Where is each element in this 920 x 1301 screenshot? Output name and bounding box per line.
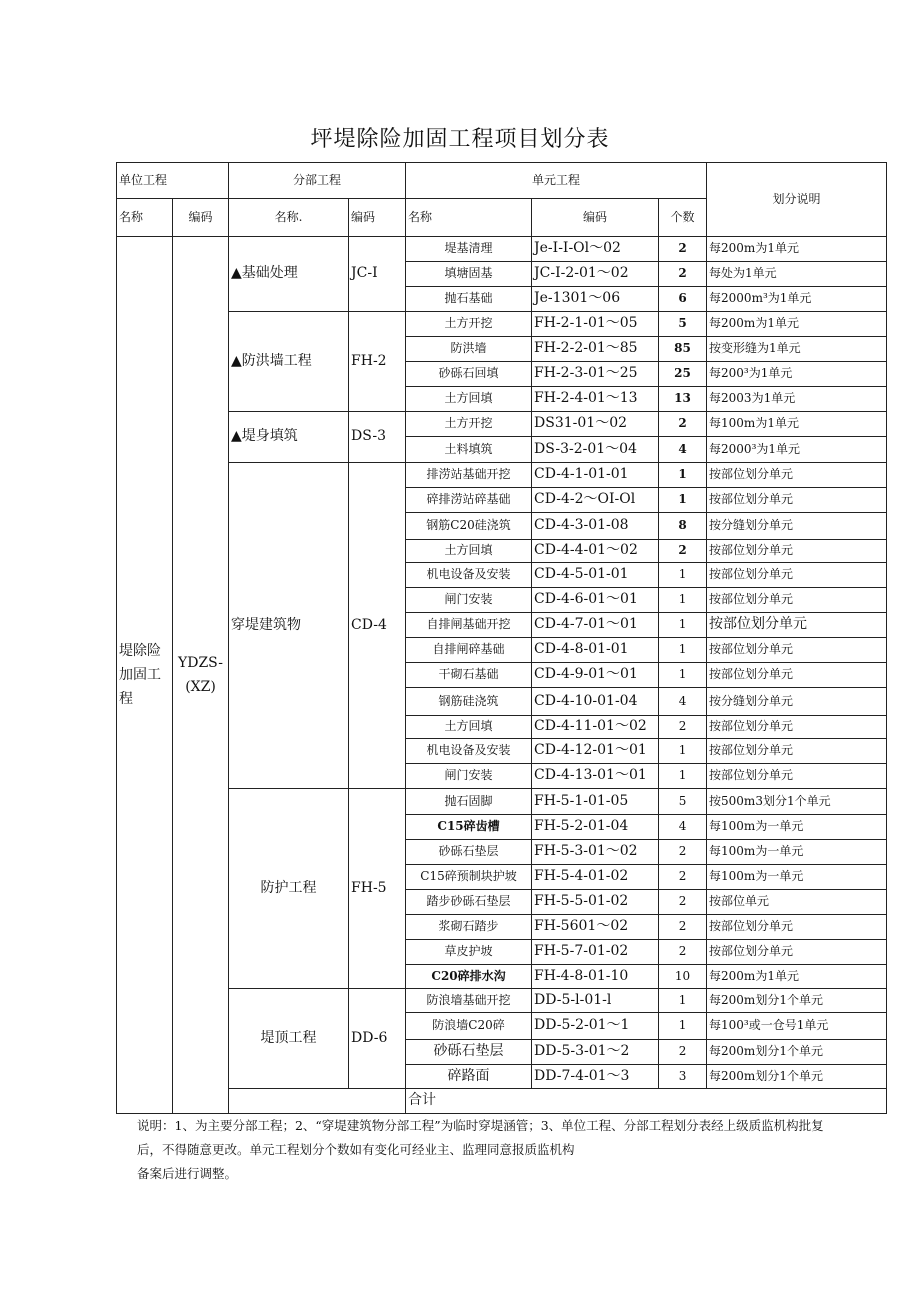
element-note: 按分缝划分单元 xyxy=(707,513,887,540)
element-name: 碎路面 xyxy=(406,1065,532,1089)
header-elem-code: 编码 xyxy=(532,199,659,237)
element-count: 4 xyxy=(659,815,707,840)
element-note: 按部位划分单元 xyxy=(707,915,887,940)
element-note: 按部位划分单元 xyxy=(707,563,887,588)
element-name: 填塘固基 xyxy=(406,262,532,287)
element-count: 6 xyxy=(659,287,707,312)
element-code: FH-2-2-01～85 xyxy=(532,337,659,362)
element-code: CD-4-9-01～01 xyxy=(532,663,659,688)
header-elem-count: 个数 xyxy=(659,199,707,237)
element-code: CD-4-4-01～02 xyxy=(532,540,659,563)
footnote xyxy=(137,1114,897,1186)
element-count: 1 xyxy=(659,563,707,588)
element-name: 土方回填 xyxy=(406,540,532,563)
unit-name: 堤除险加固工程 xyxy=(117,237,173,1114)
header-div-code: 编码 xyxy=(349,199,406,237)
element-name: 自排闸基础开挖 xyxy=(406,613,532,638)
element-note: 按部位划分单元 xyxy=(707,613,887,638)
element-name: 防浪墙C20碎 xyxy=(406,1013,532,1040)
element-code: FH-5-7-01-02 xyxy=(532,940,659,965)
element-name: 草皮护坡 xyxy=(406,940,532,965)
element-code: FH-2-3-01～25 xyxy=(532,362,659,387)
element-name: 堤基清理 xyxy=(406,237,532,262)
element-count: 2 xyxy=(659,716,707,739)
element-name: 防洪墙 xyxy=(406,337,532,362)
header-division-project: 分部工程 xyxy=(229,163,406,199)
element-code: Je-1301～06 xyxy=(532,287,659,312)
header-element-project: 单元工程 xyxy=(406,163,707,199)
element-count: 4 xyxy=(659,688,707,716)
element-code: CD-4-10-01-04 xyxy=(532,688,659,716)
element-code: FH-2-1-01～05 xyxy=(532,312,659,337)
division-code: JC-I xyxy=(349,237,406,312)
header-unit-code: 编码 xyxy=(173,199,229,237)
element-count: 5 xyxy=(659,312,707,337)
element-code: FH-5-3-01～02 xyxy=(532,840,659,865)
element-note: 每200m划分1个单元 xyxy=(707,989,887,1013)
element-count: 25 xyxy=(659,362,707,387)
header-unit-project: 单位工程 xyxy=(117,163,229,199)
element-name: 浆砌石踏步 xyxy=(406,915,532,940)
division-name: 防护工程 xyxy=(229,789,349,989)
element-name: 土方回填 xyxy=(406,387,532,412)
element-name: C15碎预制块护坡 xyxy=(406,865,532,890)
element-count: 13 xyxy=(659,387,707,412)
element-note: 每100m为一单元 xyxy=(707,840,887,865)
header-div-name: 名称. xyxy=(229,199,349,237)
header-explanation: 划分说明 xyxy=(707,163,887,237)
element-name: 土方开挖 xyxy=(406,412,532,437)
element-count: 1 xyxy=(659,463,707,488)
element-count: 2 xyxy=(659,540,707,563)
element-code: FH-5-4-01-02 xyxy=(532,865,659,890)
element-name: 防浪墙基础开挖 xyxy=(406,989,532,1013)
element-code: CD-4-6-01～01 xyxy=(532,588,659,613)
division-code: FH-2 xyxy=(349,312,406,412)
element-code: DS31-01～02 xyxy=(532,412,659,437)
element-note: 每100m为1单元 xyxy=(707,412,887,437)
division-name: ▲基础处理 xyxy=(229,237,349,312)
element-count: 2 xyxy=(659,865,707,890)
element-code: FH-5-5-01-02 xyxy=(532,890,659,915)
element-count: 2 xyxy=(659,840,707,865)
element-name: 自排闸碎基础 xyxy=(406,638,532,663)
element-code: CD-4-11-01～02 xyxy=(532,716,659,739)
element-code: JC-I-2-01～02 xyxy=(532,262,659,287)
division-name: 穿堤建筑物 xyxy=(229,463,349,789)
element-count: 4 xyxy=(659,437,707,463)
element-code: FH-5-1-01-05 xyxy=(532,789,659,815)
footnote-line: 后，不得随意更改。单元工程划分个数如有变化可经业主、监理同意报质监机构 xyxy=(137,1142,575,1157)
element-note: 按500m3划分1个单元 xyxy=(707,789,887,815)
element-note: 每2000m³为1单元 xyxy=(707,287,887,312)
element-name: 土方回填 xyxy=(406,716,532,739)
element-count: 1 xyxy=(659,739,707,764)
division-table xyxy=(116,162,887,1114)
element-code: FH-2-4-01～13 xyxy=(532,387,659,412)
element-code: DD-7-4-01～3 xyxy=(532,1065,659,1089)
element-code: FH-4-8-01-10 xyxy=(532,965,659,989)
element-note: 按部位划分单元 xyxy=(707,940,887,965)
element-note: 按部位划分单元 xyxy=(707,463,887,488)
element-count: 5 xyxy=(659,789,707,815)
element-note: 每处为1单元 xyxy=(707,262,887,287)
element-name: C20碎排水沟 xyxy=(406,965,532,989)
element-count: 1 xyxy=(659,613,707,638)
element-note: 按部位划分单元 xyxy=(707,638,887,663)
total-label: 合计 xyxy=(406,1089,887,1114)
element-name: 钢筋C20硅浇筑 xyxy=(406,513,532,540)
element-note: 按分缝划分单元 xyxy=(707,688,887,716)
element-note: 每200m为1单元 xyxy=(707,312,887,337)
element-name: 干砌石基础 xyxy=(406,663,532,688)
element-name: 砂砾石回填 xyxy=(406,362,532,387)
element-count: 2 xyxy=(659,915,707,940)
element-count: 2 xyxy=(659,262,707,287)
element-code: DD-5-2-01～1 xyxy=(532,1013,659,1040)
element-note: 每200³为1单元 xyxy=(707,362,887,387)
division-code: DD-6 xyxy=(349,989,406,1089)
element-code: CD-4-7-01～01 xyxy=(532,613,659,638)
element-note: 每200m为1单元 xyxy=(707,965,887,989)
element-count: 1 xyxy=(659,1013,707,1040)
element-count: 10 xyxy=(659,965,707,989)
element-count: 8 xyxy=(659,513,707,540)
header-elem-name: 名称 xyxy=(406,199,532,237)
footnote-line: 说明：1、为主要分部工程；2、“穿堤建筑物分部工程”为临时穿堤涵管；3、单位工程、分部工程划分表经上级质监机构批复 xyxy=(137,1118,824,1133)
element-note: 每200m划分1个单元 xyxy=(707,1040,887,1065)
element-name: 砂砾石垫层 xyxy=(406,840,532,865)
element-name: 砂砾石垫层 xyxy=(406,1040,532,1065)
element-code: CD-4-3-01-08 xyxy=(532,513,659,540)
element-count: 2 xyxy=(659,1040,707,1065)
division-name: 堤顶工程 xyxy=(229,989,349,1089)
element-note: 每2003为1单元 xyxy=(707,387,887,412)
element-note: 每200m为1单元 xyxy=(707,237,887,262)
division-name: ▲堤身填筑 xyxy=(229,412,349,463)
element-code: CD-4-8-01-01 xyxy=(532,638,659,663)
element-count: 2 xyxy=(659,237,707,262)
element-count: 85 xyxy=(659,337,707,362)
page-title: 坪堤除险加固工程项目划分表 xyxy=(310,127,610,152)
element-code: FH-5-2-01-04 xyxy=(532,815,659,840)
element-code: CD-4-13-01～01 xyxy=(532,764,659,789)
unit-code: YDZS-(XZ) xyxy=(173,237,229,1114)
element-code: FH-5601～02 xyxy=(532,915,659,940)
element-note: 每100³或一仓号1单元 xyxy=(707,1013,887,1040)
element-count: 2 xyxy=(659,940,707,965)
element-note: 按变形缝为1单元 xyxy=(707,337,887,362)
element-count: 3 xyxy=(659,1065,707,1089)
footnote-line: 备案后进行调整。 xyxy=(137,1166,238,1181)
element-count: 2 xyxy=(659,412,707,437)
element-note: 按部位划分单元 xyxy=(707,764,887,789)
division-code: FH-5 xyxy=(349,789,406,989)
element-code: CD-4-1-01-01 xyxy=(532,463,659,488)
element-code: CD-4-12-01～01 xyxy=(532,739,659,764)
division-name: ▲防洪墙工程 xyxy=(229,312,349,412)
element-count: 1 xyxy=(659,638,707,663)
element-code: CD-4-5-01-01 xyxy=(532,563,659,588)
element-code: DS-3-2-01～04 xyxy=(532,437,659,463)
element-name: 土料填筑 xyxy=(406,437,532,463)
element-note: 按部位划分单元 xyxy=(707,716,887,739)
division-code: DS-3 xyxy=(349,412,406,463)
element-note: 按部位划分单元 xyxy=(707,739,887,764)
element-note: 每200m划分1个单元 xyxy=(707,1065,887,1089)
element-note: 按部位划分单元 xyxy=(707,540,887,563)
element-note: 每100m为一单元 xyxy=(707,865,887,890)
element-count: 1 xyxy=(659,663,707,688)
element-code: DD-5-l-01-l xyxy=(532,989,659,1013)
element-name: 闸门安装 xyxy=(406,764,532,789)
element-name: 踏步砂砾石垫层 xyxy=(406,890,532,915)
element-name: 闸门安装 xyxy=(406,588,532,613)
element-note: 按部位划分单元 xyxy=(707,588,887,613)
element-count: 1 xyxy=(659,588,707,613)
header-unit-name: 名称 xyxy=(117,199,173,237)
element-name: 钢筋硅浇筑 xyxy=(406,688,532,716)
element-code: CD-4-2～OI-Ol xyxy=(532,488,659,513)
element-name: 排涝站基础开挖 xyxy=(406,463,532,488)
element-note: 按部位划分单元 xyxy=(707,663,887,688)
element-code: DD-5-3-01～2 xyxy=(532,1040,659,1065)
element-note: 每100m为一单元 xyxy=(707,815,887,840)
element-name: C15碎齿槽 xyxy=(406,815,532,840)
element-name: 土方开挖 xyxy=(406,312,532,337)
element-note: 按部位单元 xyxy=(707,890,887,915)
element-note: 按部位划分单元 xyxy=(707,488,887,513)
total-blank xyxy=(229,1089,406,1114)
element-name: 机电设备及安装 xyxy=(406,563,532,588)
element-note: 每2000³为1单元 xyxy=(707,437,887,463)
division-code: CD-4 xyxy=(349,463,406,789)
element-count: 1 xyxy=(659,764,707,789)
element-code: Je-I-I-Ol～02 xyxy=(532,237,659,262)
element-name: 机电设备及安装 xyxy=(406,739,532,764)
element-name: 抛石固脚 xyxy=(406,789,532,815)
element-count: 1 xyxy=(659,989,707,1013)
element-name: 碎排涝站碎基础 xyxy=(406,488,532,513)
element-count: 1 xyxy=(659,488,707,513)
element-name: 抛石基础 xyxy=(406,287,532,312)
element-count: 2 xyxy=(659,890,707,915)
